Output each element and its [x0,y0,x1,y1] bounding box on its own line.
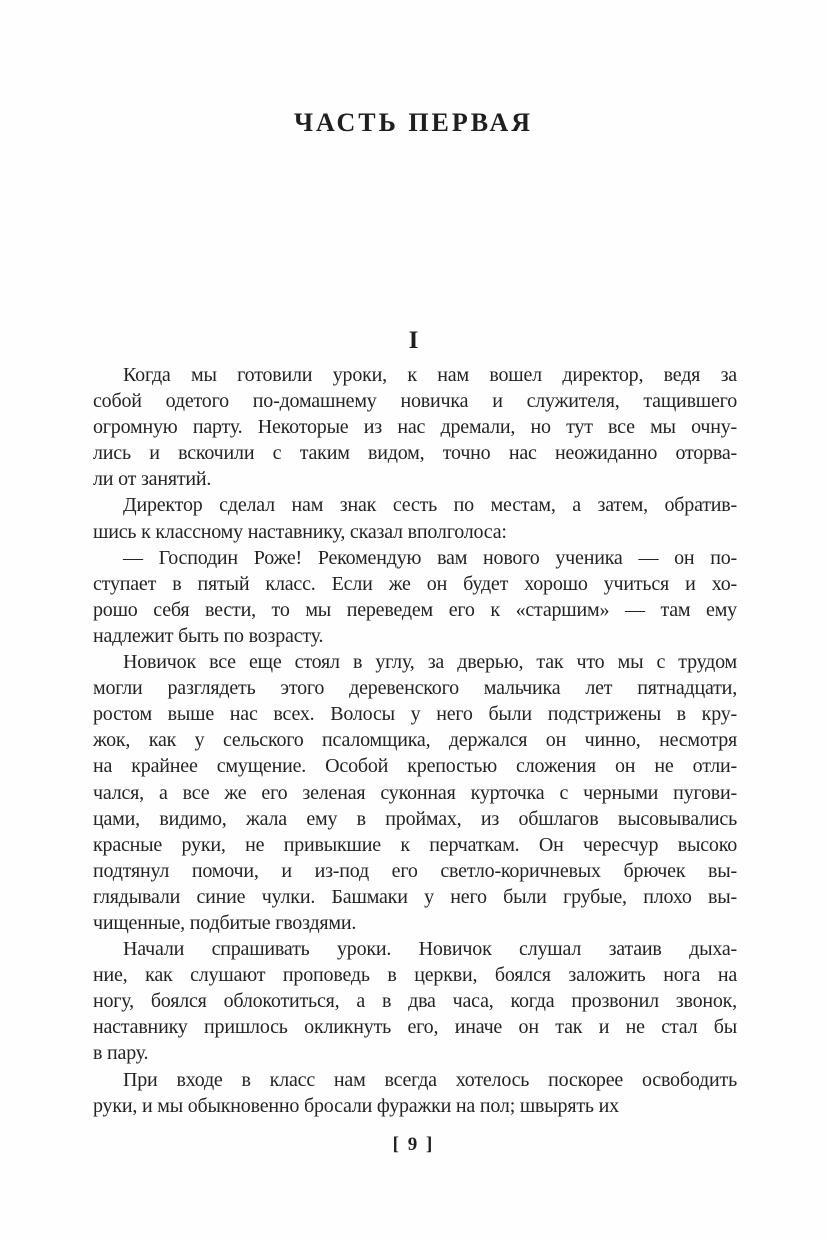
text-line: наставнику пришлось окликнуть его, иначе он так и не стал бы [93,1016,737,1039]
text-line: Начали спрашивать уроки. Новичок слушал затаив дыха- [123,938,737,961]
text-line: собой одетого по-домашнему новичка и служителя, тащившего [93,390,737,413]
text-line: ступает в пятый класс. Если же он будет хорошо учиться и хо- [93,572,737,595]
page-number: [ 9 ] [392,1134,435,1155]
text-line: чался, а все же его зеленая суконная курточка с черными пугови- [93,781,737,804]
paragraph [93,649,737,936]
text-line: лись и вскочили с таким видом, точно нас неожиданно оторва- [93,442,737,465]
text-line: ногу, боялся облокотиться, а в два часа, когда прозвонил звонок, [93,990,737,1013]
text-line: Когда мы готовили уроки, к нам вошел директор, ведя за [123,364,737,386]
paragraph [93,545,737,649]
text-line: шись к классному наставнику, сказал вполголоса: [93,520,507,543]
text-line: рошо себя вести, то мы переведем его к «старшим» — там ему [93,598,737,621]
text-line: на крайнее смущение. Особой крепостью сложения он не отли- [93,755,737,778]
chapter-number: I [408,327,419,354]
text-line: красные руки, не привыкшие к перчаткам. Он чересчур высоко [93,833,737,856]
text-line: цами, видимо, жала ему в проймах, из обшлагов высовывались [93,807,737,830]
text-line: подтянул помочи, и из-под его светло-коричневых брючек вы- [93,859,737,882]
paragraph [93,936,737,1066]
text-line: жок, как у сельского псаломщика, держался он чинно, несмотря [93,729,737,752]
part-title: ЧАСТЬ ПЕРВАЯ [293,108,534,137]
text-line: надлежит быть по возрасту. [93,624,324,647]
paragraph [93,362,737,492]
text-line: могли разглядеть этого деревенского мальчика лет пятнадцати, [93,677,737,700]
text-line: глядывали синие чулки. Башмаки у него были грубые, плохо вы- [93,885,737,908]
text-block [93,362,737,1119]
text-line: Директор сделал нам знак сесть по местам, а затем, обратив- [123,494,737,517]
text-line: ли от занятий. [93,468,212,491]
text-line: в пару. [93,1042,149,1065]
text-line: — Господин Роже! Рекомендую вам нового ученика — он по- [123,546,737,569]
paragraph [93,1067,737,1119]
text-line: ростом выше нас всех. Волосы у него были подстрижены в кру- [93,703,737,726]
paragraph [93,492,737,544]
text-line: ние, как слушают проповедь в церкви, боялся заложить нога на [93,964,737,987]
text-line: огромную парту. Некоторые из нас дремали, но тут все мы очну- [93,416,737,439]
text-line: чищенные, подбитые гвоздями. [93,911,357,934]
text-line: руки, и мы обыкновенно бросали фуражки на пол; швырять их [93,1094,619,1117]
text-line: Новичок все еще стоял в углу, за дверью, так что мы с трудом [123,651,737,674]
text-line: При входе в класс нам всегда хотелось поскорее освободить [123,1068,737,1091]
